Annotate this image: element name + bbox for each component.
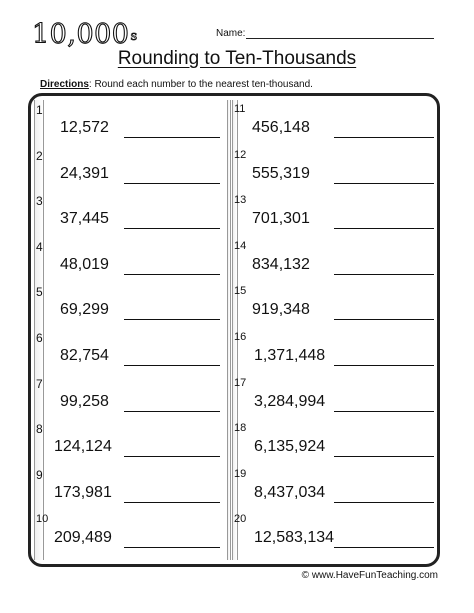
problem-value: 701,301: [252, 210, 310, 228]
problem-value: 456,148: [252, 119, 310, 136]
problem-row: [234, 103, 434, 148]
directions: [40, 79, 313, 90]
problem-value: 48,019: [60, 255, 109, 273]
problem-row: [36, 331, 236, 376]
answer-line[interactable]: [334, 411, 434, 412]
problem-value: 6,135,924: [254, 438, 326, 456]
problem-row: [234, 331, 434, 376]
answer-line[interactable]: [124, 183, 220, 184]
problem-number: 10: [36, 513, 49, 526]
answer-line[interactable]: [124, 547, 220, 548]
problem-row: [36, 422, 236, 467]
answer-line[interactable]: [334, 365, 434, 366]
problem-row: [36, 194, 236, 239]
problem-row: [234, 240, 434, 285]
answer-line[interactable]: [334, 137, 434, 138]
answer-line[interactable]: [124, 137, 220, 138]
logo-suffix-text: s: [130, 29, 138, 44]
worksheet-logo: [32, 20, 137, 50]
problem-value: 124,124: [54, 438, 112, 456]
name-field-line[interactable]: [246, 38, 434, 39]
problem-value: 8,437,034: [254, 483, 326, 501]
answer-line[interactable]: [334, 502, 434, 503]
problem-row: [234, 468, 434, 513]
problem-number: 11: [234, 103, 246, 115]
problem-value: 209,489: [54, 529, 112, 547]
answer-line[interactable]: [124, 456, 220, 457]
answer-line[interactable]: [334, 319, 434, 320]
problem-row: [36, 285, 236, 330]
answer-line[interactable]: [334, 547, 434, 548]
answer-line[interactable]: [334, 274, 434, 275]
problem-number: 15: [234, 285, 247, 298]
problem-number: 17: [234, 376, 247, 389]
page-title: Rounding to Ten-Thousands: [117, 48, 357, 69]
problem-row: [234, 194, 434, 239]
problem-value: 24,391: [60, 164, 109, 182]
problem-number: 13: [234, 194, 247, 207]
problem-value: 12,572: [60, 119, 109, 136]
problem-number: 3: [36, 194, 43, 209]
problem-number: 2: [36, 148, 43, 163]
problem-number: 16: [234, 331, 247, 343]
problem-value: 3,284,994: [254, 392, 326, 410]
answer-line[interactable]: [124, 502, 220, 503]
answer-line[interactable]: [124, 365, 220, 366]
problem-value: 173,981: [54, 483, 112, 501]
problem-row: [36, 103, 236, 148]
problem-row: [234, 285, 434, 330]
problem-row: [36, 468, 236, 513]
problem-row: [36, 149, 236, 194]
copyright-footer: © www.HaveFunTeaching.com: [301, 570, 438, 581]
problem-value: 919,348: [252, 301, 310, 319]
problem-number: 4: [36, 239, 43, 254]
directions-text: : Round each number to the nearest ten-thousand.: [88, 79, 313, 90]
problem-value: 82,754: [60, 347, 109, 364]
problem-number: 12: [234, 148, 247, 161]
logo-main-text: 10,000: [32, 19, 130, 50]
directions-label: Directions: [40, 79, 89, 90]
answer-line[interactable]: [334, 183, 434, 184]
problem-value: 37,445: [60, 210, 109, 228]
problem-value: 69,299: [60, 301, 109, 319]
problem-row: [36, 240, 236, 285]
problem-value: 555,319: [252, 164, 310, 182]
problem-number: 1: [36, 103, 43, 117]
problem-number: 9: [36, 467, 43, 482]
problem-number: 18: [234, 422, 247, 435]
problem-number: 8: [36, 422, 43, 437]
answer-line[interactable]: [124, 411, 220, 412]
problem-row: [36, 377, 236, 422]
problem-row: [234, 422, 434, 467]
problem-row: [234, 377, 434, 422]
problem-number: 20: [234, 513, 247, 526]
problem-number: 7: [36, 376, 43, 391]
name-label: Name:: [216, 28, 246, 39]
problem-row: [36, 513, 236, 558]
problem-number: 19: [234, 467, 247, 480]
problem-row: [234, 513, 434, 558]
answer-line[interactable]: [124, 274, 220, 275]
problem-number: 14: [234, 239, 247, 252]
problem-value: 99,258: [60, 392, 109, 410]
answer-line[interactable]: [334, 228, 434, 229]
answer-line[interactable]: [334, 456, 434, 457]
problem-value: 12,583,134: [254, 529, 335, 547]
problem-value: 834,132: [252, 255, 310, 273]
answer-line[interactable]: [124, 228, 220, 229]
problem-row: [234, 149, 434, 194]
answer-line[interactable]: [124, 319, 220, 320]
problem-number: 6: [36, 331, 43, 345]
problem-value: 1,371,448: [254, 347, 326, 364]
problem-number: 5: [36, 285, 43, 300]
